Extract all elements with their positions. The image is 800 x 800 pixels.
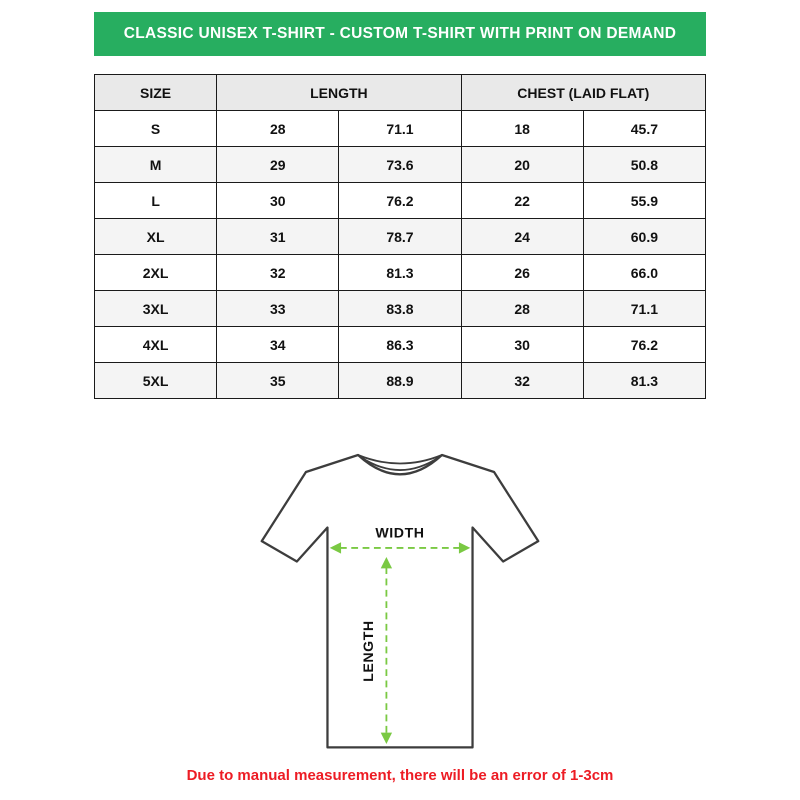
table-row: [95, 111, 706, 147]
size-cell: 4XL: [95, 327, 217, 363]
size-cell: 2XL: [95, 255, 217, 291]
chest-in-cell: 28: [461, 291, 583, 327]
length-in-cell: 31: [217, 219, 339, 255]
length-in-cell: 33: [217, 291, 339, 327]
length-cm-cell: 83.8: [339, 291, 461, 327]
tshirt-body-outline: [262, 455, 539, 747]
length-cm-cell: 71.1: [339, 111, 461, 147]
width-label: WIDTH: [375, 525, 425, 542]
size-cell: L: [95, 183, 217, 219]
measurement-error-note: Due to manual measurement, there will be an error of 1-3cm: [186, 767, 614, 784]
header-size: SIZE: [95, 75, 217, 111]
chest-in-cell: 22: [461, 183, 583, 219]
table-header-row: [95, 75, 706, 111]
length-in-cell: 30: [217, 183, 339, 219]
length-cm-cell: 86.3: [339, 327, 461, 363]
chest-in-cell: 20: [461, 147, 583, 183]
chest-cm-cell: 50.8: [583, 147, 705, 183]
length-label: LENGTH: [360, 620, 377, 682]
chest-in-cell: 26: [461, 255, 583, 291]
length-cm-cell: 78.7: [339, 219, 461, 255]
table-row: [95, 147, 706, 183]
size-cell: 5XL: [95, 363, 217, 399]
header-chest: CHEST (LAID FLAT): [461, 75, 705, 111]
size-cell: XL: [95, 219, 217, 255]
chest-cm-cell: 76.2: [583, 327, 705, 363]
length-in-cell: 28: [217, 111, 339, 147]
page: [94, 0, 706, 784]
measurement-diagram: [94, 421, 706, 761]
table-row: [95, 255, 706, 291]
chest-in-cell: 32: [461, 363, 583, 399]
chest-cm-cell: 55.9: [583, 183, 705, 219]
length-in-cell: 32: [217, 255, 339, 291]
table-row: [95, 327, 706, 363]
chest-cm-cell: 45.7: [583, 111, 705, 147]
chest-in-cell: 24: [461, 219, 583, 255]
chest-cm-cell: 66.0: [583, 255, 705, 291]
table-row: [95, 219, 706, 255]
chest-in-cell: 18: [461, 111, 583, 147]
chest-cm-cell: 71.1: [583, 291, 705, 327]
chest-cm-cell: 60.9: [583, 219, 705, 255]
title-banner: [94, 12, 706, 56]
length-in-cell: 29: [217, 147, 339, 183]
size-chart-table: [94, 74, 706, 399]
size-cell: 3XL: [95, 291, 217, 327]
length-cm-cell: 76.2: [339, 183, 461, 219]
size-cell: M: [95, 147, 217, 183]
table-row: [95, 291, 706, 327]
length-cm-cell: 88.9: [339, 363, 461, 399]
size-cell: S: [95, 111, 217, 147]
length-cm-cell: 81.3: [339, 255, 461, 291]
chest-in-cell: 30: [461, 327, 583, 363]
header-length: LENGTH: [217, 75, 461, 111]
table-row: [95, 183, 706, 219]
length-cm-cell: 73.6: [339, 147, 461, 183]
table-row: [95, 363, 706, 399]
chest-cm-cell: 81.3: [583, 363, 705, 399]
length-in-cell: 35: [217, 363, 339, 399]
page-title: CLASSIC UNISEX T-SHIRT - CUSTOM T-SHIRT WITH PRINT ON DEMAND: [123, 25, 677, 42]
tshirt-diagram-svg: [230, 421, 570, 761]
length-in-cell: 34: [217, 327, 339, 363]
